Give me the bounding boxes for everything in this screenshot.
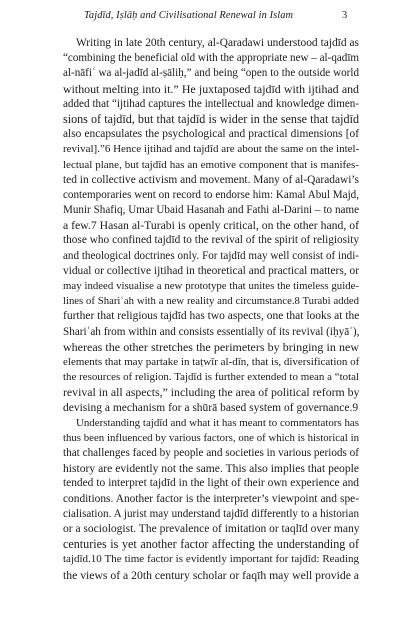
paragraph-2 [63,416,359,583]
text-line: Munir Shafiq, Umar Ubaid Hasanah and Fathi al-Darini – to name [63,204,359,217]
text-line: al-nāfiʿ wa al-jadīd al-ṣāliḥ,” and being “open to the outside world [63,67,359,80]
text-line: “combining the beneficial old with the appropriate new – al-qadīm [63,52,360,65]
text-line: those who confined tajdīd to the revival of the spirit of religiosity [63,234,359,247]
text-line: added that “ijtihad captures the intellectual and knowledge dimen- [63,97,359,110]
text-line: conditions. Another factor is the interpreter’s viewpoint and spe- [63,492,359,505]
text-line: the resources of religion. Tajdīd is further extended to mean a “total [63,371,359,384]
text-line: further that religious tajdīd has two aspects, one that looks at the [63,310,360,323]
text-line: revival].”6 Hence ijtihad and tajdīd are about the same on the intel- [63,143,360,156]
text-line: and theological doctrines only. For tajdīd may well consist of indi- [63,249,359,262]
text-line: without melting into it.” He juxtaposed tajdīd with ijtihad and [63,81,359,96]
text-line: contemporaries went on record to endorse him: Kamal Abul Majd, [63,188,359,201]
paragraph-1 [63,36,359,416]
text-line: lectual plane, but tajdīd has an emotive component that is manifes- [63,158,359,171]
text-line: vidual or collective ijtihad in theoretical and practical matters, or [63,264,359,277]
text-line: Understanding tajdīd and what it has meant to commentators has [76,416,359,429]
text-line: history are evidently not the same. This also implies that people [63,462,359,476]
text-line: elements that may partake in taṭwīr al-dīn, that is, diversification of [63,355,360,368]
text-line: Shariʿah from within and consists essentially of its revival (iḥyāʾ), [63,325,360,338]
body-text [63,36,359,583]
text-line: may indeed visualise a new prototype that unites the timeless guide- [63,280,359,292]
text-line: also encapsulates the psychological and practical dimensions [of [63,128,359,141]
text-line: lines of Shariʿah with a new reality and circumstance.8 Turabi added [63,295,359,308]
text-line: devising a mechanism for a shūrā based system of governance.9 [63,401,359,414]
text-line: that challenges faced by people and societies in various periods of [63,447,359,460]
text-line: or a sociologist. The prevalence of imitation or taqlīd over many [63,523,360,535]
text-line: sions of tajdīd, but that tajdīd is wider in the sense that tajdīd [63,111,359,126]
running-title: Tajdīd, Iṣlāḥ and Civilisational Renewal in Islam [84,10,294,21]
text-line: thus been influenced by various factors, one of which is historical in [63,431,359,444]
text-line: tajdīd.10 The time factor is evidently important for tajdīd: Reading [63,553,359,566]
text-line: Writing in late 20th century, al-Qaradawi understood tajdīd as [76,37,359,49]
text-line: cialisation. A jurist may understand tajdīd differently to a historian [63,507,359,520]
page-number: 3 [342,10,348,21]
text-line: a few.7 Hasan al-Turabi is openly critical, on the other hand, of [63,219,359,233]
text-line: tended to interpret tajdīd in the light of their own experience and [63,477,359,490]
text-line: whereas the other stretches the perimeters by bringing in new [63,339,359,354]
text-line: the views of a 20th century scholar or faqīh may well provide a [63,568,359,582]
text-line: revival in all aspects,” including the area of political reform by [63,385,360,400]
text-line: ted in collective activism and movement. Many of al-Qaradawi’s [63,173,359,186]
text-line: centuries is yet another factor affecting the understanding of [63,537,359,552]
